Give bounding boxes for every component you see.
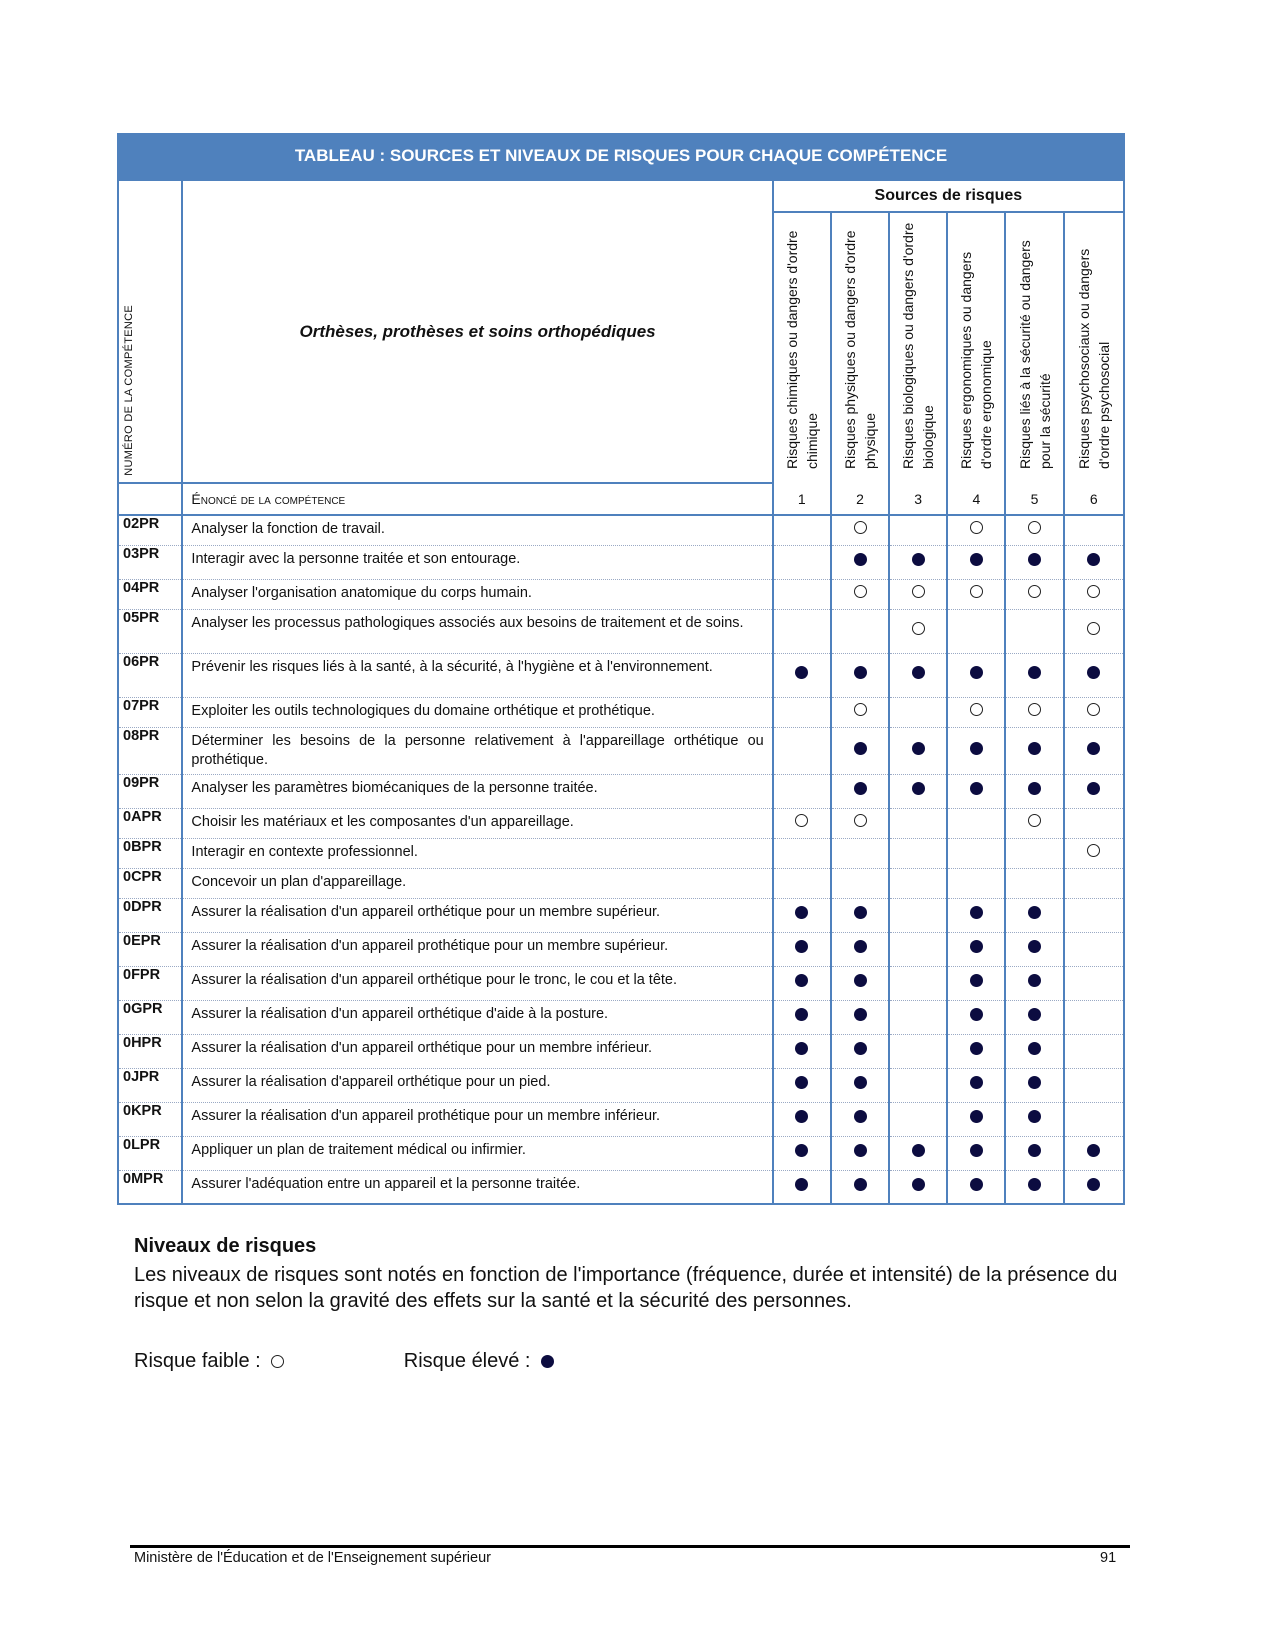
high-risk-icon: [912, 666, 925, 679]
low-risk-icon: [912, 622, 925, 635]
competence-code: 0MPR: [118, 1170, 182, 1204]
risk-level-cell: [831, 966, 889, 1000]
risk-level-cell: [773, 868, 831, 898]
num-header: [118, 180, 182, 483]
risk-level-cell: [947, 1034, 1005, 1068]
legend-low: [134, 1350, 284, 1373]
high-risk-icon: [854, 1008, 867, 1021]
high-risk-icon: [854, 666, 867, 679]
risk-level-cell: [1064, 579, 1124, 609]
risk-level-cell: [831, 1102, 889, 1136]
competence-code: 03PR: [118, 545, 182, 579]
high-risk-icon: [854, 553, 867, 566]
enonce-label: Énoncé de la compétence: [182, 483, 772, 515]
source-header: [773, 212, 831, 483]
high-risk-icon: [854, 1042, 867, 1055]
high-risk-icon: [970, 1110, 983, 1123]
risk-level-cell: [947, 1000, 1005, 1034]
competence-code: 05PR: [118, 609, 182, 653]
risk-level-cell: [889, 697, 947, 727]
risk-level-cell: [1005, 1102, 1063, 1136]
sources-header: Sources de risques: [773, 180, 1124, 212]
high-risk-icon: [854, 906, 867, 919]
competence-code: 04PR: [118, 579, 182, 609]
competence-code: 0APR: [118, 808, 182, 838]
source-header-label: Risques chimiques ou dangers d'ordre chimique: [783, 230, 820, 469]
risk-level-cell: [889, 1000, 947, 1034]
risk-level-cell: [947, 515, 1005, 545]
legend-title: Niveaux de risques: [134, 1235, 317, 1257]
footer-ministry: Ministère de l'Éducation et de l'Enseignement supérieur: [134, 1550, 491, 1566]
legend-text: Les niveaux de risques sont notés en fonction de l'importance (fréquence, durée et intensité) de la présence du risque et non selon la gravité des effets sur la santé et la sécurité des personnes.: [134, 1264, 1118, 1312]
risk-level-cell: [831, 579, 889, 609]
competence-text: Analyser les processus pathologiques associés aux besoins de traitement et de soins.: [182, 609, 772, 653]
high-risk-icon: [795, 1076, 808, 1089]
high-risk-icon: [795, 974, 808, 987]
risk-level-cell: [1064, 808, 1124, 838]
source-header: [1064, 212, 1124, 483]
table-row: [118, 808, 1124, 838]
risk-level-cell: [1005, 868, 1063, 898]
high-risk-icon: [912, 553, 925, 566]
high-risk-icon: [795, 1042, 808, 1055]
table-row: [118, 1000, 1124, 1034]
high-risk-icon: [970, 1042, 983, 1055]
risk-level-cell: [947, 1136, 1005, 1170]
risk-level-cell: [889, 1034, 947, 1068]
high-risk-icon: [795, 906, 808, 919]
competence-text: Analyser l'organisation anatomique du corps humain.: [182, 579, 772, 609]
risk-level-cell: [773, 515, 831, 545]
table-row: [118, 898, 1124, 932]
risk-level-cell: [831, 545, 889, 579]
competence-code: 0KPR: [118, 1102, 182, 1136]
risk-level-cell: [1064, 1170, 1124, 1204]
high-risk-icon: [1028, 1076, 1041, 1089]
legend-low-label: Risque faible :: [134, 1350, 261, 1372]
competence-code: 0EPR: [118, 932, 182, 966]
risk-level-cell: [831, 1170, 889, 1204]
low-risk-icon: [1087, 585, 1100, 598]
risk-level-cell: [889, 932, 947, 966]
risk-level-cell: [889, 1102, 947, 1136]
risk-level-cell: [1064, 966, 1124, 1000]
footer-rule: [130, 1545, 1130, 1548]
num-header-label: NUMÉRO DE LA COMPÉTENCE: [123, 305, 135, 476]
table-row: [118, 774, 1124, 808]
source-header-label: Risques physiques ou dangers d'ordre physique: [842, 230, 878, 469]
high-risk-icon: [795, 666, 808, 679]
high-risk-icon: [1028, 1042, 1041, 1055]
high-risk-icon: [795, 1110, 808, 1123]
risk-level-cell: [1005, 898, 1063, 932]
high-risk-icon: [970, 742, 983, 755]
high-risk-icon: [1028, 1008, 1041, 1021]
high-risk-icon: [1028, 1144, 1041, 1157]
high-risk-icon: [1028, 742, 1041, 755]
risk-level-cell: [773, 727, 831, 774]
low-risk-icon: [912, 585, 925, 598]
risk-level-cell: [773, 1034, 831, 1068]
risk-level-cell: [947, 932, 1005, 966]
competence-text: Choisir les matériaux et les composantes d'un appareillage.: [182, 808, 772, 838]
risk-level-cell: [947, 545, 1005, 579]
risk-level-cell: [889, 898, 947, 932]
high-risk-icon: [970, 1008, 983, 1021]
competence-text: Assurer la réalisation d'un appareil orthétique pour le tronc, le cou et la tête.: [182, 966, 772, 1000]
low-risk-icon: [1087, 703, 1100, 716]
risk-level-cell: [1064, 1102, 1124, 1136]
risk-level-cell: [1064, 868, 1124, 898]
risk-level-cell: [831, 838, 889, 868]
risk-level-cell: [1005, 653, 1063, 697]
source-header: [1005, 212, 1063, 483]
source-header-label: Risques psychosociaux ou dangers d'ordre psychosocial: [1075, 248, 1112, 469]
high-risk-icon: [1028, 782, 1041, 795]
low-risk-icon: [1087, 844, 1100, 857]
high-risk-icon: [854, 782, 867, 795]
risk-level-cell: [947, 727, 1005, 774]
risk-level-cell: [831, 932, 889, 966]
risk-level-cell: [831, 1068, 889, 1102]
high-risk-icon: [854, 742, 867, 755]
risk-level-cell: [773, 1170, 831, 1204]
risk-level-cell: [773, 545, 831, 579]
risk-level-cell: [1005, 1034, 1063, 1068]
high-risk-icon: [1028, 974, 1041, 987]
competence-code: 0GPR: [118, 1000, 182, 1034]
high-risk-icon: [1028, 906, 1041, 919]
competence-text: Assurer l'adéquation entre un appareil et la personne traitée.: [182, 1170, 772, 1204]
source-header: [831, 212, 889, 483]
risk-level-cell: [773, 1000, 831, 1034]
risk-level-cell: [773, 609, 831, 653]
high-risk-icon: [912, 1144, 925, 1157]
competence-text: Assurer la réalisation d'un appareil orthétique pour un membre inférieur.: [182, 1034, 772, 1068]
low-risk-icon: [1028, 703, 1041, 716]
low-risk-icon: [1028, 585, 1041, 598]
risk-level-cell: [1064, 1068, 1124, 1102]
risk-level-cell: [1005, 579, 1063, 609]
col-number: 2: [831, 483, 889, 515]
competence-text: Analyser les paramètres biomécaniques de la personne traitée.: [182, 774, 772, 808]
risk-level-cell: [1005, 1136, 1063, 1170]
high-risk-icon: [970, 1144, 983, 1157]
competence-text: Prévenir les risques liés à la santé, à la sécurité, à l'hygiène et à l'environnement.: [182, 653, 772, 697]
high-risk-icon: [795, 1178, 808, 1191]
competence-code: 09PR: [118, 774, 182, 808]
competence-code: 0CPR: [118, 868, 182, 898]
low-risk-icon: [1028, 521, 1041, 534]
high-risk-icon: [970, 553, 983, 566]
risk-level-cell: [773, 774, 831, 808]
low-risk-icon: [854, 703, 867, 716]
high-risk-icon: [912, 742, 925, 755]
risk-level-cell: [831, 653, 889, 697]
low-risk-icon: [854, 585, 867, 598]
high-risk-icon: [1087, 1144, 1100, 1157]
legend-high-label: Risque élevé :: [403, 1350, 531, 1372]
risk-level-cell: [831, 868, 889, 898]
table-row: [118, 1136, 1124, 1170]
source-header: [889, 212, 947, 483]
low-risk-icon: [970, 585, 983, 598]
high-risk-icon: [541, 1355, 554, 1368]
table-row: [118, 868, 1124, 898]
risk-level-cell: [1064, 898, 1124, 932]
risk-level-cell: [947, 697, 1005, 727]
risk-level-cell: [889, 727, 947, 774]
competence-text: Interagir avec la personne traitée et son entourage.: [182, 545, 772, 579]
risk-level-cell: [889, 609, 947, 653]
high-risk-icon: [970, 782, 983, 795]
competence-text: Déterminer les besoins de la personne relativement à l'appareillage orthétique ou prothétique.: [182, 727, 772, 774]
table-row: [118, 1170, 1124, 1204]
risk-level-cell: [1064, 774, 1124, 808]
risk-level-cell: [831, 515, 889, 545]
risk-level-cell: [831, 808, 889, 838]
table-row: [118, 579, 1124, 609]
low-risk-icon: [970, 703, 983, 716]
risk-level-cell: [1005, 1170, 1063, 1204]
high-risk-icon: [1087, 1178, 1100, 1191]
high-risk-icon: [912, 782, 925, 795]
high-risk-icon: [1028, 666, 1041, 679]
table-row: [118, 545, 1124, 579]
source-header-label: Risques liés à la sécurité ou dangers pour la sécurité: [1016, 240, 1053, 469]
high-risk-icon: [795, 940, 808, 953]
page-number: 91: [1100, 1550, 1117, 1566]
risk-level-cell: [831, 898, 889, 932]
competence-code: 0BPR: [118, 838, 182, 868]
risk-level-cell: [773, 898, 831, 932]
risk-level-cell: [831, 1136, 889, 1170]
competence-text: Assurer la réalisation d'un appareil prothétique pour un membre inférieur.: [182, 1102, 772, 1136]
low-risk-icon: [795, 814, 808, 827]
table-row: [118, 1068, 1124, 1102]
risk-level-cell: [947, 774, 1005, 808]
competence-text: Analyser la fonction de travail.: [182, 515, 772, 545]
table-row: [118, 1102, 1124, 1136]
competence-text: Concevoir un plan d'appareillage.: [182, 868, 772, 898]
risk-level-cell: [947, 898, 1005, 932]
risk-level-cell: [1005, 966, 1063, 1000]
risk-level-cell: [1064, 515, 1124, 545]
high-risk-icon: [970, 666, 983, 679]
risk-level-cell: [947, 609, 1005, 653]
risk-level-cell: [773, 966, 831, 1000]
competence-code: 07PR: [118, 697, 182, 727]
risk-level-cell: [1064, 932, 1124, 966]
high-risk-icon: [970, 1178, 983, 1191]
table-title: TABLEAU : SOURCES ET NIVEAUX DE RISQUES POUR CHAQUE COMPÉTENCE: [117, 133, 1125, 179]
low-risk-icon: [271, 1355, 284, 1368]
subhead-num-empty: [118, 483, 182, 515]
risk-level-cell: [773, 1136, 831, 1170]
low-risk-icon: [970, 521, 983, 534]
competence-code: 02PR: [118, 515, 182, 545]
competence-code: 0DPR: [118, 898, 182, 932]
table-row: [118, 966, 1124, 1000]
high-risk-icon: [1087, 553, 1100, 566]
risk-level-cell: [773, 653, 831, 697]
competence-text: Assurer la réalisation d'appareil orthétique pour un pied.: [182, 1068, 772, 1102]
risk-level-cell: [1005, 1000, 1063, 1034]
high-risk-icon: [1028, 1110, 1041, 1123]
risk-level-cell: [889, 774, 947, 808]
risk-level-cell: [831, 1000, 889, 1034]
high-risk-icon: [1028, 1178, 1041, 1191]
competence-code: 0HPR: [118, 1034, 182, 1068]
competence-code: 0LPR: [118, 1136, 182, 1170]
high-risk-icon: [970, 974, 983, 987]
legend-symbols: [134, 1350, 674, 1373]
risk-level-cell: [947, 653, 1005, 697]
risk-level-cell: [1064, 609, 1124, 653]
risk-level-cell: [947, 808, 1005, 838]
risk-level-cell: [1064, 1034, 1124, 1068]
high-risk-icon: [970, 940, 983, 953]
col-number: 5: [1005, 483, 1063, 515]
risk-level-cell: [1064, 697, 1124, 727]
risk-level-cell: [1005, 1068, 1063, 1102]
table-row: [118, 1034, 1124, 1068]
low-risk-icon: [854, 814, 867, 827]
risk-level-cell: [1005, 808, 1063, 838]
risk-level-cell: [889, 579, 947, 609]
risk-level-cell: [1064, 1136, 1124, 1170]
table-row: [118, 727, 1124, 774]
col-number: 6: [1064, 483, 1124, 515]
table-row: [118, 932, 1124, 966]
risk-level-cell: [947, 1102, 1005, 1136]
risk-level-cell: [1005, 932, 1063, 966]
risk-level-cell: [947, 579, 1005, 609]
risk-table: [117, 179, 1125, 1205]
competence-text: Assurer la réalisation d'un appareil prothétique pour un membre supérieur.: [182, 932, 772, 966]
competence-code: 06PR: [118, 653, 182, 697]
risk-level-cell: [889, 868, 947, 898]
high-risk-icon: [854, 1110, 867, 1123]
competence-code: 08PR: [118, 727, 182, 774]
risk-level-cell: [1005, 609, 1063, 653]
risk-level-cell: [831, 774, 889, 808]
source-header-label: Risques biologiques ou dangers d'ordre biologique: [900, 222, 937, 469]
low-risk-icon: [1087, 622, 1100, 635]
risk-level-cell: [773, 838, 831, 868]
high-risk-icon: [795, 1144, 808, 1157]
risk-level-cell: [889, 808, 947, 838]
risk-level-cell: [947, 966, 1005, 1000]
risk-level-cell: [1005, 515, 1063, 545]
competence-text: Exploiter les outils technologiques du domaine orthétique et prothétique.: [182, 697, 772, 727]
competence-text: Assurer la réalisation d'un appareil orthétique d'aide à la posture.: [182, 1000, 772, 1034]
high-risk-icon: [970, 1076, 983, 1089]
risk-level-cell: [1064, 1000, 1124, 1034]
risk-level-cell: [889, 1136, 947, 1170]
risk-level-cell: [831, 609, 889, 653]
competence-code: 0FPR: [118, 966, 182, 1000]
risk-level-cell: [773, 1102, 831, 1136]
risk-level-cell: [1064, 727, 1124, 774]
high-risk-icon: [1087, 666, 1100, 679]
high-risk-icon: [1087, 782, 1100, 795]
low-risk-icon: [1028, 814, 1041, 827]
risk-level-cell: [947, 838, 1005, 868]
low-risk-icon: [854, 521, 867, 534]
risk-level-cell: [1064, 838, 1124, 868]
table-row: [118, 838, 1124, 868]
high-risk-icon: [854, 1144, 867, 1157]
risk-level-cell: [773, 1068, 831, 1102]
risk-level-cell: [1005, 697, 1063, 727]
competence-text: Interagir en contexte professionnel.: [182, 838, 772, 868]
high-risk-icon: [970, 906, 983, 919]
high-risk-icon: [795, 1008, 808, 1021]
risk-level-cell: [889, 838, 947, 868]
risk-level-cell: [773, 932, 831, 966]
risk-level-cell: [1005, 545, 1063, 579]
risk-level-cell: [773, 697, 831, 727]
source-header-label: Risques ergonomiques ou dangers d'ordre ergonomique: [958, 251, 995, 469]
risk-level-cell: [889, 545, 947, 579]
col-number: 4: [947, 483, 1005, 515]
high-risk-icon: [854, 1076, 867, 1089]
high-risk-icon: [1028, 940, 1041, 953]
table-row: [118, 697, 1124, 727]
risk-level-cell: [773, 579, 831, 609]
risk-level-cell: [947, 1170, 1005, 1204]
program-name: Orthèses, prothèses et soins orthopédiques: [182, 180, 772, 483]
high-risk-icon: [854, 940, 867, 953]
competence-text: Assurer la réalisation d'un appareil orthétique pour un membre supérieur.: [182, 898, 772, 932]
high-risk-icon: [854, 1178, 867, 1191]
risk-level-cell: [947, 868, 1005, 898]
high-risk-icon: [854, 974, 867, 987]
risk-level-cell: [1064, 545, 1124, 579]
risk-level-cell: [1005, 838, 1063, 868]
risk-level-cell: [889, 653, 947, 697]
legend-high: [404, 1350, 554, 1373]
table-row: [118, 609, 1124, 653]
high-risk-icon: [912, 1178, 925, 1191]
risk-level-cell: [889, 1170, 947, 1204]
table-row: [118, 653, 1124, 697]
risk-level-cell: [831, 1034, 889, 1068]
high-risk-icon: [1028, 553, 1041, 566]
competence-text: Appliquer un plan de traitement médical ou infirmier.: [182, 1136, 772, 1170]
risk-level-cell: [1005, 774, 1063, 808]
col-number: 1: [773, 483, 831, 515]
table-row: [118, 515, 1124, 545]
col-number: 3: [889, 483, 947, 515]
source-header: [947, 212, 1005, 483]
competence-code: 0JPR: [118, 1068, 182, 1102]
risk-level-cell: [889, 515, 947, 545]
risk-level-cell: [773, 808, 831, 838]
risk-level-cell: [1064, 653, 1124, 697]
risk-level-cell: [947, 1068, 1005, 1102]
high-risk-icon: [1087, 742, 1100, 755]
risk-level-cell: [831, 727, 889, 774]
risk-level-cell: [831, 697, 889, 727]
risk-level-cell: [1005, 727, 1063, 774]
risk-level-cell: [889, 966, 947, 1000]
risk-level-cell: [889, 1068, 947, 1102]
